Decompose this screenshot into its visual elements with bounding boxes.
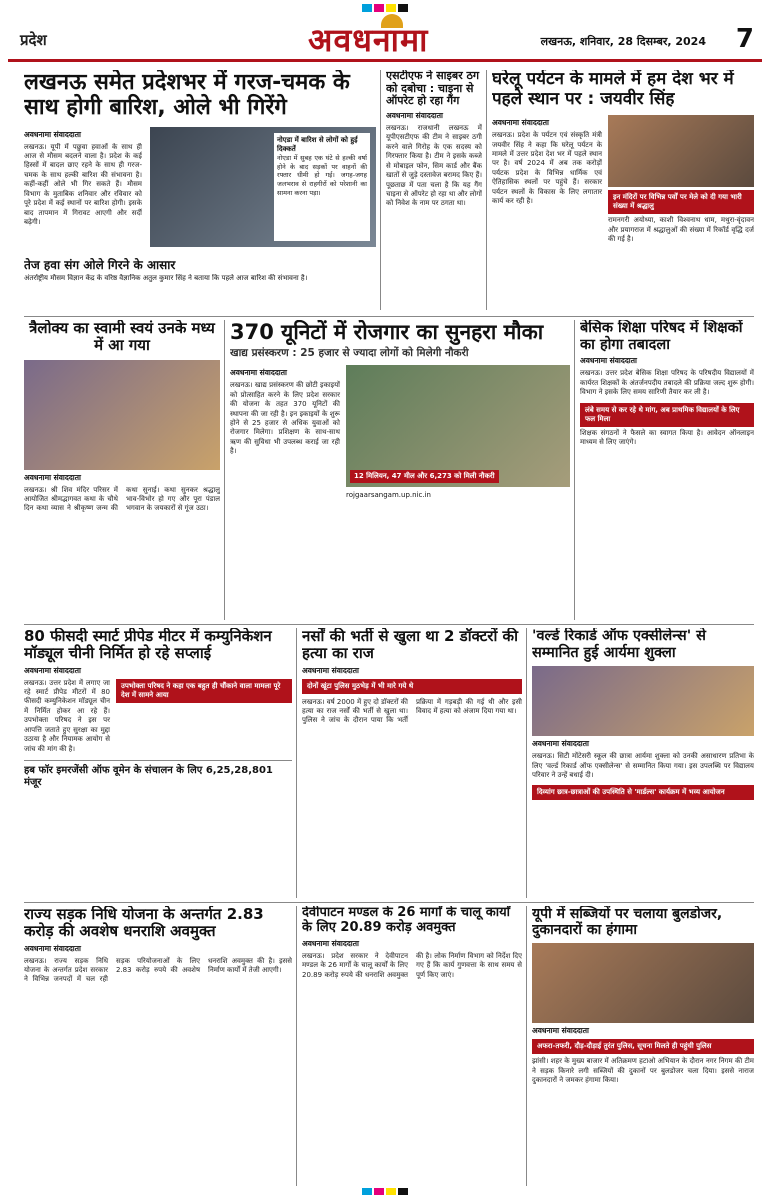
yellow-swatch — [386, 4, 396, 12]
black-swatch — [398, 1188, 408, 1195]
byline: अवधनामा संवाददाता — [230, 368, 287, 378]
byline: अवधनामा संवाददाता — [532, 1026, 589, 1036]
byline: अवधनामा संवाददाता — [24, 472, 81, 482]
sidebar-body: शिक्षक संगठनों ने फैसले का स्वागत किया है। आवेदन ऑनलाइन माध्यम से लिए जाएंगे। — [580, 428, 754, 447]
article-bulldozer — [532, 906, 754, 1186]
headline: नर्सों की भर्ती से खुला था 2 डॉक्टरों की हत्या का राज — [302, 628, 518, 663]
box-title: नोएडा में बारिश से लोगों को हुई दिक्कतें — [277, 135, 358, 153]
column-rule — [224, 320, 225, 620]
article-meter — [24, 628, 292, 898]
box-title: उपभोक्ता परिषद ने कहा एक बहुत ही चौंकाने वाला मामला पूरे देश में सामने आया — [116, 679, 292, 703]
minister-photo — [608, 115, 754, 187]
box-title: अफरा-तफरी, दौड़-दौड़ाई तुरंत पुलिस, सूचना मिलते ही पहुंची पुलिस — [532, 1039, 754, 1054]
article-body: लखनऊ। श्री शिव मंदिर परिसर में आयोजित श्रीमद्भागवत कथा के चौथे दिन कथा व्यास ने श्रीकृष्ण जन्म की कथा सुनाई। कथा सुनकर श्रद्धालु भाव-विभोर हो गए और पूरा पंडाल भगवान के जयकारों से गूंज उठा। — [24, 485, 220, 513]
headline: घरेलू पर्यटन के मामले में हम देश भर में पहले स्थान पर : जयवीर सिंह — [492, 70, 734, 109]
noida-box — [274, 133, 370, 241]
article-teachers — [580, 320, 754, 620]
box-title: दिव्यांग छात्र-छात्राओं की उपस्थिति से 'मार्डल्स' कार्यक्रम में भव्य आयोजन — [532, 785, 754, 800]
article-road — [24, 906, 292, 1186]
article-body: लखनऊ। सिटी मोंटेसरी स्कूल की छात्रा आर्यमा शुक्ला को उनकी असाधारण प्रतिभा के लिए 'वर्ल्ड रिकार्ड ऑफ एक्सीलेन्स' से सम्मानित किया गया। इस उपलब्धि पर विद्यालय परिवार ने उन्हें बधाई दी। — [532, 752, 754, 780]
section-label: प्रदेश — [20, 31, 47, 49]
headline: त्रैलोक्य का स्वामी स्वयं उनके मध्य में आ गया — [29, 320, 215, 355]
headline: राज्य सड़क निधि योजना के अन्तर्गत 2.83 करोड़ की अवशेष धनराशि अवमुक्त — [24, 906, 264, 941]
footer-cmyk-marks — [0, 1188, 770, 1200]
article-jobs — [230, 320, 570, 620]
article-body: झांसी। शहर के मुख्य बाजार में अतिक्रमण हटाओ अभियान के दौरान नगर निगम की टीम ने सड़क किनारे लगी सब्जियों की दुकानों पर बुलडोजर चला दिया। इससे नाराज दुकानदारों ने जमकर हंगामा किया। — [532, 1057, 754, 1085]
article-rain — [24, 70, 376, 312]
article-tourism — [492, 70, 754, 312]
headline: 80 फीसदी स्मार्ट प्रीपेड मीटर में कम्युनिकेशन मॉड्यूल चीनी निर्मित हो रहे सप्लाई — [24, 628, 272, 663]
headline: देवीपाटन मण्डल के 26 मार्गों के चालू कार्यों के लिए 20.89 करोड़ अवमुक्त — [302, 906, 510, 935]
event-photo — [24, 360, 220, 470]
bulldozer-photo — [532, 943, 754, 1023]
column-rule — [486, 70, 487, 310]
column-rule — [296, 628, 297, 898]
award-photo — [532, 666, 754, 736]
page-number: 7 — [735, 24, 754, 54]
article-body: लखनऊ। खाद्य प्रसंस्करण की छोटी इकाइयों को प्रोत्साहित करने के लिए प्रदेश सरकार की योजना के तहत 370 यूनिटों की स्थापना की जा रही है। इन इकाइयों के शुरू होने से 25 हजार से अधिक युवाओं को रोजगार मिलेगा। प्रशिक्षण के साथ-साथ ऋण की सुविधा भी उपलब्ध कराई जा रही है। — [230, 381, 340, 456]
black-swatch — [398, 4, 408, 12]
byline: अवधनामा संवाददाता — [302, 938, 359, 948]
article-cyber — [386, 70, 482, 312]
sidebar-body: रामनगरी अयोध्या, काशी विश्वनाथ धाम, मथुरा-वृंदावन और प्रयागराज में श्रद्धालुओं की संख्या में रिकॉर्ड वृद्धि दर्ज की गई है। — [608, 216, 754, 244]
column-rule — [380, 70, 381, 310]
byline: अवधनामा संवाददाता — [492, 118, 549, 128]
photo-label: 12 मिलियन, 47 मील और 6,273 को मिली नौकरी — [350, 470, 499, 483]
article-body: लखनऊ। प्रदेश सरकार ने देवीपाटन मण्डल के 26 मार्गों के चालू कार्यों के लिए 20.89 करोड़ रुपये की धनराशि अवमुक्त की है। लोक निर्माण विभाग को निर्देश दिए गए हैं कि कार्य गुणवत्ता के साथ समय से पूर्ण किए जाएं। — [302, 951, 522, 979]
box-title: दोनों खूंटा पुलिस मुठभेड़ में भी मारे गये थे — [302, 679, 522, 694]
byline: अवधनामा संवाददाता — [24, 129, 81, 139]
headline: 370 यूनिटों में रोजगार का सुनहरा मौका — [230, 320, 544, 344]
sub-story-headline: हब फॉर इमरजेंसी ऑफ वूमेन के संचालन के लिए 6,25,28,801 मंजूर — [24, 760, 292, 788]
newspaper-logo: अवधनामा — [308, 21, 429, 59]
box-body: नोएडा में सुबह एक घंटे से हल्की वर्षा होने के बाद सड़कों पर वाहनों की रफ्तार धीमी हो गई। जगह-जगह जलभराव से राहगीरों को परेशानी का सामना करना पड़ा। — [277, 153, 367, 197]
article-devipatan — [302, 906, 522, 1186]
byline: अवधनामा संवाददाता — [24, 665, 81, 675]
article-body: लखनऊ। प्रदेश के पर्यटन एवं संस्कृति मंत्री जयवीर सिंह ने कहा कि घरेलू पर्यटन के मामले में उत्तर प्रदेश देश भर में पहले स्थान पर है। वर्ष 2024 में अब तक करोड़ों पर्यटक प्रदेश के विभिन्न धार्मिक एवं ऐतिहासिक स्थलों पर पहुंचे हैं। सरकार पर्यटन स्थलों के विकास के लिए लगातार कार्य कर रही है। — [492, 131, 602, 206]
photo-caption: अंतर्राष्ट्रीय मौसम विज्ञान केंद्र के वरिष्ठ वैज्ञानिक अतुल कुमार सिंह ने बताया कि पहले आज बारिश की संभावना है। — [24, 274, 308, 283]
column-rule — [574, 320, 575, 620]
byline: अवधनामा संवाददाता — [386, 110, 443, 120]
byline: अवधनामा संवाददाता — [580, 356, 637, 366]
headline: यूपी में सब्जियों पर चलाया बुलडोजर, दुकानदारों का हंगामा — [532, 906, 723, 939]
article-body: लखनऊ। राजधानी लखनऊ में यूपीएसटीएफ की टीम ने साइबर ठगी करने वाले गिरोह के एक सदस्य को गिरफ्तार किया है। टीम ने इसके कब्जे से मोबाइल फोन, सिम कार्ड और बैंक खातों से जुड़े दस्तावेज बरामद किए हैं। पूछताछ में पता चला है कि यह गैंग चाइना से ऑपरेट हो रहा था और लोगों को निवेश के नाम पर ठगता था। — [386, 123, 482, 208]
article-body: लखनऊ। वर्ष 2000 में हुए दो डॉक्टरों की हत्या का राज नर्सों की भर्ती से खुला था। पुलिस ने जांच के दौरान पाया कि भर्ती प्रक्रिया में गड़बड़ी की गई थी और इसी विवाद में हत्या को अंजाम दिया गया था। — [302, 697, 522, 725]
byline: अवधनामा संवाददाता — [302, 665, 359, 675]
headline: लखनऊ समेत प्रदेशभर में गरज-चमक के साथ होगी बारिश, ओले भी गिरेंगे — [24, 70, 350, 121]
sidebar-title: लंबे समय से कर रहे थे मांग, अब प्राथमिक विद्यालयों के लिए फल मिला — [580, 403, 754, 427]
subhead: तेज हवा संग ओले गिरने के आसार — [24, 257, 176, 272]
dateline: लखनऊ, शनिवार, 28 दिसम्बर, 2024 — [540, 35, 706, 48]
column-rule — [296, 906, 297, 1186]
article-trilokya — [24, 320, 220, 620]
headline: बेसिक शिक्षा परिषद में शिक्षकों का होगा तबादला — [580, 320, 743, 353]
cyan-swatch — [362, 4, 372, 12]
article-body: लखनऊ। यूपी में पछुवा हवाओं के साथ ही आज से मौसम बदलने वाला है। प्रदेश के कई हिस्सों में बादल छाए रहने के साथ ही गरज-चमक के साथ हल्की बारिश की संभावना है। कहीं-कहीं ओले भी गिर सकते हैं। मौसम विभाग के मुताबिक शनिवार और रविवार को पूरे प्रदेश में कई स्थानों पर बारिश होगी। इसके बाद तापमान में गिरावट आएगी और सर्दी बढ़ेगी। — [24, 142, 142, 227]
row-rule — [24, 316, 754, 317]
masthead — [8, 18, 762, 62]
sidebar-title: इन मंदिरों पर विभिन्न पर्वों पर मेले को दी गया भारी संख्या में श्रद्धालु — [608, 190, 754, 214]
article-body: लखनऊ। उत्तर प्रदेश बेसिक शिक्षा परिषद के परिषदीय विद्यालयों में कार्यरत शिक्षकों के अंतर्जनपदीय तबादले की प्रक्रिया जल्द शुरू होगी। विभाग ने इसके लिए समय सारिणी तैयार कर ली है। — [580, 369, 754, 397]
article-award — [532, 628, 754, 898]
row-rule — [24, 624, 754, 625]
deck: खाद्य प्रसंस्करण : 25 हजार से ज्यादा लोगों को मिलेगी नौकरी — [230, 347, 469, 360]
byline: अवधनामा संवाददाता — [532, 739, 589, 749]
column-rule — [526, 628, 527, 898]
magenta-swatch — [374, 1188, 384, 1195]
article-body: लखनऊ। उत्तर प्रदेश में लगाए जा रहे स्मार्ट प्रीपेड मीटरों में 80 फीसदी कम्युनिकेशन मॉड्यूल चीन में निर्मित होकर आ रहे हैं। उपभोक्ता परिषद ने इस पर आपत्ति जताते हुए सुरक्षा का मुद्दा उठाया है और नियामक आयोग से जांच की मांग की है। — [24, 678, 110, 753]
factory-photo — [346, 365, 570, 487]
byline: अवधनामा संवाददाता — [24, 943, 81, 953]
article-body: लखनऊ। राज्य सड़क निधि योजना के अन्तर्गत प्रदेश सरकार ने विभिन्न जनपदों में चल रही सड़क परियोजनाओं के लिए 2.83 करोड़ रुपये की अवशेष धनराशि अवमुक्त की है। इससे निर्माण कार्यों में तेजी आएगी। — [24, 956, 292, 984]
cyan-swatch — [362, 1188, 372, 1195]
yellow-swatch — [386, 1188, 396, 1195]
rain-photo — [150, 127, 376, 247]
article-nurse — [302, 628, 522, 898]
column-rule — [526, 906, 527, 1186]
row-rule — [24, 902, 754, 903]
cmyk-marks — [362, 4, 408, 14]
magenta-swatch — [374, 4, 384, 12]
website-url[interactable]: rojgaarsangam.up.nic.in — [346, 491, 431, 500]
headline: 'वर्ल्ड रिकार्ड ऑफ एक्सीलेन्स' से सम्मानित हुई आर्यमा शुक्ला — [532, 628, 706, 661]
headline: एसटीएफ ने साइबर ठग को दबोचा : चाइना से ऑपरेट हो रहा गैंग — [386, 70, 480, 108]
